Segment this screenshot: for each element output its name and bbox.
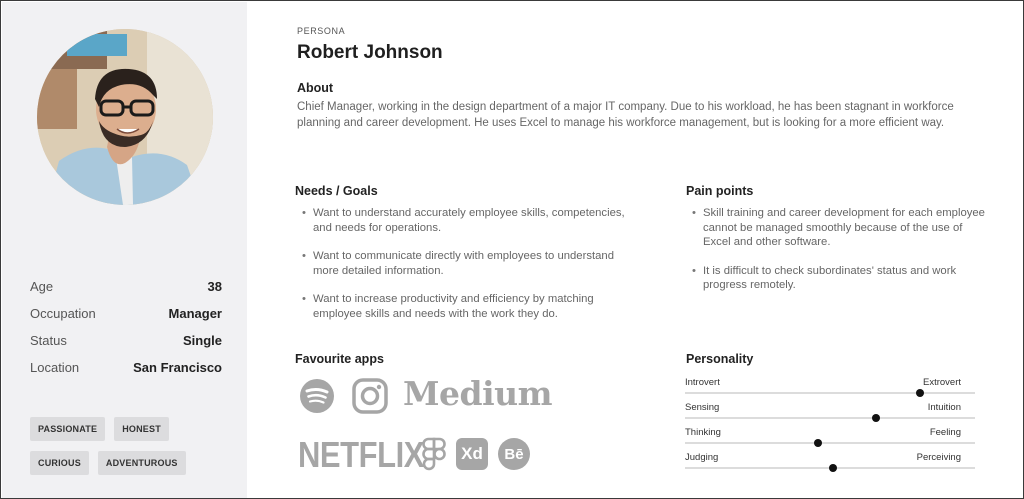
fact-label: Occupation xyxy=(30,306,96,321)
fact-location xyxy=(30,354,222,381)
trait-left-label: Introvert xyxy=(685,377,720,388)
fact-value: Manager xyxy=(168,306,222,321)
trait-track xyxy=(685,442,975,444)
fact-value: 38 xyxy=(207,279,222,294)
pain-list xyxy=(687,206,987,307)
list-item: • It is difficult to check subordinates' status and work progress remotely. xyxy=(687,264,987,293)
trait-tags xyxy=(30,417,230,475)
fact-age xyxy=(30,273,222,300)
behance-label: Bē xyxy=(504,445,524,463)
trait-right-label: Perceiving xyxy=(916,452,961,463)
fact-value: Single xyxy=(182,333,222,348)
trait-marker xyxy=(916,389,924,397)
trait-thinking-feeling xyxy=(685,427,975,449)
needs-title: Needs / Goals xyxy=(295,184,378,198)
list-item: • Want to communicate directly with employees to understand more detailed information. xyxy=(297,249,632,278)
trait-left-label: Judging xyxy=(685,452,719,463)
fact-occupation xyxy=(30,300,222,327)
apps-title: Favourite apps xyxy=(295,352,384,366)
trait-sensing-intuition xyxy=(685,402,975,424)
trait-right-label: Extrovert xyxy=(922,377,961,388)
about-title: About xyxy=(297,81,334,95)
trait-right-label: Intuition xyxy=(927,402,961,413)
needs-list xyxy=(297,206,632,335)
tag-adventurous: ADVENTUROUS xyxy=(98,451,186,475)
trait-track xyxy=(685,417,975,419)
instagram-icon xyxy=(352,378,388,414)
list-item: • Skill training and career development for each employee cannot be managed smoothly because of the use of Excel and other software. xyxy=(687,206,987,250)
netflix-logo: NETFLIX xyxy=(298,434,424,475)
adobe-xd-icon xyxy=(456,438,488,470)
avatar xyxy=(37,29,213,205)
trait-marker xyxy=(829,464,837,472)
behance-icon xyxy=(498,438,530,470)
trait-left-label: Sensing xyxy=(685,402,720,413)
trait-marker xyxy=(872,414,880,422)
persona-kicker: PERSONA xyxy=(297,26,346,36)
tag-passionate: PASSIONATE xyxy=(30,417,105,441)
persona-name: Robert Johnson xyxy=(297,42,443,63)
trait-introvert-extrovert xyxy=(685,377,975,399)
figma-icon xyxy=(422,437,446,473)
trait-track xyxy=(685,392,975,394)
about-text: Chief Manager, working in the design department of a major IT company. Due to his workload, he has been stagnant in workforce planning and career development. He uses Excel to manage his workforce management, but is looking for a more efficient way. xyxy=(297,101,954,129)
pain-title: Pain points xyxy=(686,184,754,198)
personality-title: Personality xyxy=(686,352,754,366)
fact-label: Location xyxy=(30,360,80,375)
trait-left-label: Thinking xyxy=(685,427,721,438)
list-item: • Want to increase productivity and efficiency by matching employee skills and needs with the work they do. xyxy=(297,292,632,321)
sidebar xyxy=(2,2,247,499)
trait-judging-perceiving xyxy=(685,452,975,474)
persona-facts xyxy=(30,273,222,381)
fact-status xyxy=(30,327,222,354)
tag-curious: CURIOUS xyxy=(30,451,89,475)
list-item: • Want to understand accurately employee skills, competencies, and needs for operations. xyxy=(297,206,632,235)
fact-value: San Francisco xyxy=(133,360,222,375)
fact-label: Status xyxy=(30,333,67,348)
spotify-icon xyxy=(299,378,335,414)
adobe-xd-label: Xd xyxy=(461,444,483,463)
fact-label: Age xyxy=(30,279,54,294)
tag-honest: HONEST xyxy=(114,417,169,441)
medium-logo: Medium xyxy=(403,374,553,413)
trait-marker xyxy=(814,439,822,447)
trait-right-label: Feeling xyxy=(929,427,961,438)
